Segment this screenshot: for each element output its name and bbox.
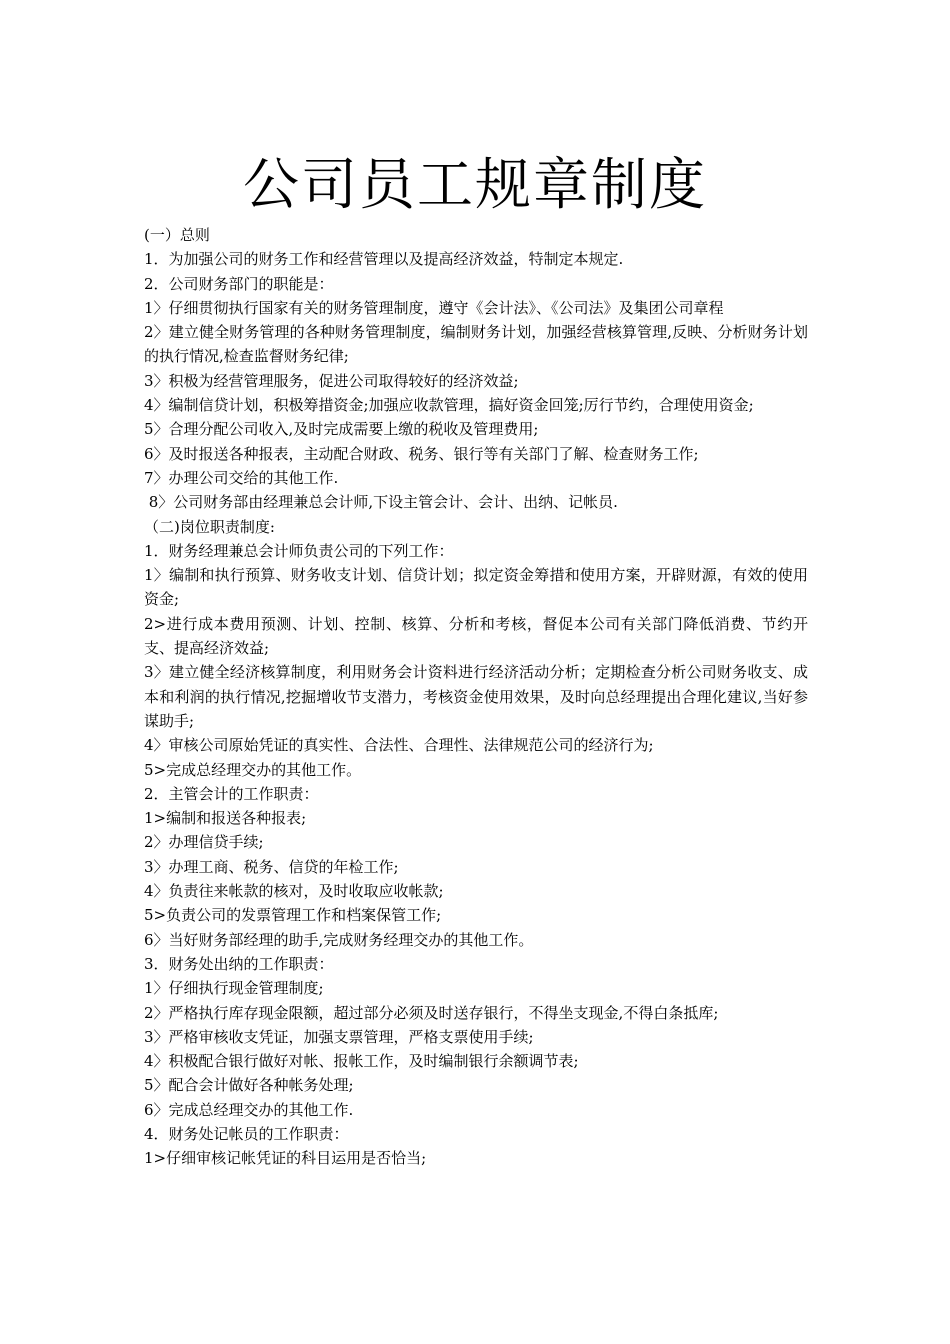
paragraph-line: 1〉仔细贯彻执行国家有关的财务管理制度，遵守《会计法》、《公司法》及集团公司章程 <box>144 298 724 317</box>
paragraph-line: 4〉审核公司原始凭证的真实性、合法性、合理性、法律规范公司的经济行为; <box>144 736 654 755</box>
paragraph-line: 3．财务处出纳的工作职责： <box>144 954 334 973</box>
paragraph-line: 1．财务经理兼总会计师负责公司的下列工作： <box>144 541 454 560</box>
paragraph-line: 2．公司财务部门的职能是： <box>144 274 334 293</box>
paragraph-line: 6〉当好财务部经理的助手,完成财务经理交办的其他工作。 <box>144 930 534 949</box>
paragraph-line: 2>进行成本费用预测、计划、控制、核算、分析和考核，督促本公司有关部门降低消费、节约开支、提高经济效益; <box>144 614 808 658</box>
paragraph-line: 1〉编制和执行预算、财务收支计划、信贷计划；拟定资金筹措和使用方案，开辟财源，有效的使用资金; <box>144 566 808 609</box>
paragraph-line: 4〉编制信贷计划，积极筹措资金;加强应收款管理，搞好资金回笼;厉行节约，合理使用资金; <box>144 396 754 415</box>
paragraph-line: 1>编制和报送各种报表; <box>144 809 307 828</box>
paragraph-line: 4〉积极配合银行做好对帐、报帐工作，及时编制银行余额调节表; <box>144 1052 579 1071</box>
paragraph-line: 3〉建立健全经济核算制度，利用财务会计资料进行经济活动分析；定期检查分析公司财务收支、成本和利润的执行情况,挖掘增收节支潜力，考核资金使用效果，及时向总经理提出合理化建议,当好参谋助手; <box>144 663 808 730</box>
paragraph-line: 5>负责公司的发票管理工作和档案保管工作; <box>144 906 442 925</box>
paragraph-line: 8〉公司财务部由经理兼总会计师,下设主管会计、会计、出纳、记帐员. <box>144 493 618 512</box>
paragraph-line: 5〉合理分配公司收入,及时完成需要上缴的税收及管理费用; <box>144 420 539 439</box>
paragraph-line: 6〉及时报送各种报表，主动配合财政、税务、银行等有关部门了解、检查财务工作; <box>144 444 699 463</box>
paragraph-line: 5>完成总经理交办的其他工作。 <box>144 760 362 779</box>
section-heading: （二)岗位职责制度: <box>144 517 275 536</box>
paragraph-line: 2〉建立健全财务管理的各种财务管理制度，编制财务计划，加强经营核算管理,反映、分析财务计划的执行情况,检查监督财务纪律; <box>144 323 808 366</box>
paragraph-line: 2〉严格执行库存现金限额，超过部分必须及时送存银行，不得坐支现金,不得白条抵库; <box>144 1003 719 1022</box>
paragraph-line: 2〉办理信贷手续; <box>144 833 264 852</box>
paragraph-line: 1>仔细审核记帐凭证的科目运用是否恰当; <box>144 1149 427 1168</box>
paragraph-line: 3〉积极为经营管理服务，促进公司取得较好的经济效益; <box>144 371 519 390</box>
paragraph-line: 6〉完成总经理交办的其他工作. <box>144 1100 354 1119</box>
paragraph-line: 3〉办理工商、税务、信贷的年检工作; <box>144 857 399 876</box>
paragraph-line: 4〉负责往来帐款的核对，及时收取应收帐款; <box>144 882 444 901</box>
document-title: 公司员工规章制度 <box>243 153 707 218</box>
paragraph-line: 1．为加强公司的财务工作和经营管理以及提高经济效益，特制定本规定. <box>144 250 624 269</box>
document-body <box>144 223 808 1171</box>
paragraph-line: 4．财务处记帐员的工作职责： <box>144 1124 349 1143</box>
paragraph-line: 7〉办理公司交给的其他工作. <box>144 468 339 487</box>
paragraph-line: 3〉严格审核收支凭证，加强支票管理，严格支票使用手续; <box>144 1027 534 1046</box>
paragraph-line: 1〉仔细执行现金管理制度; <box>144 979 324 998</box>
paragraph-line: 5〉配合会计做好各种帐务处理; <box>144 1076 354 1095</box>
paragraph-line: (一）总则 <box>144 226 210 244</box>
paragraph-line: 2．主管会计的工作职责： <box>144 784 319 803</box>
